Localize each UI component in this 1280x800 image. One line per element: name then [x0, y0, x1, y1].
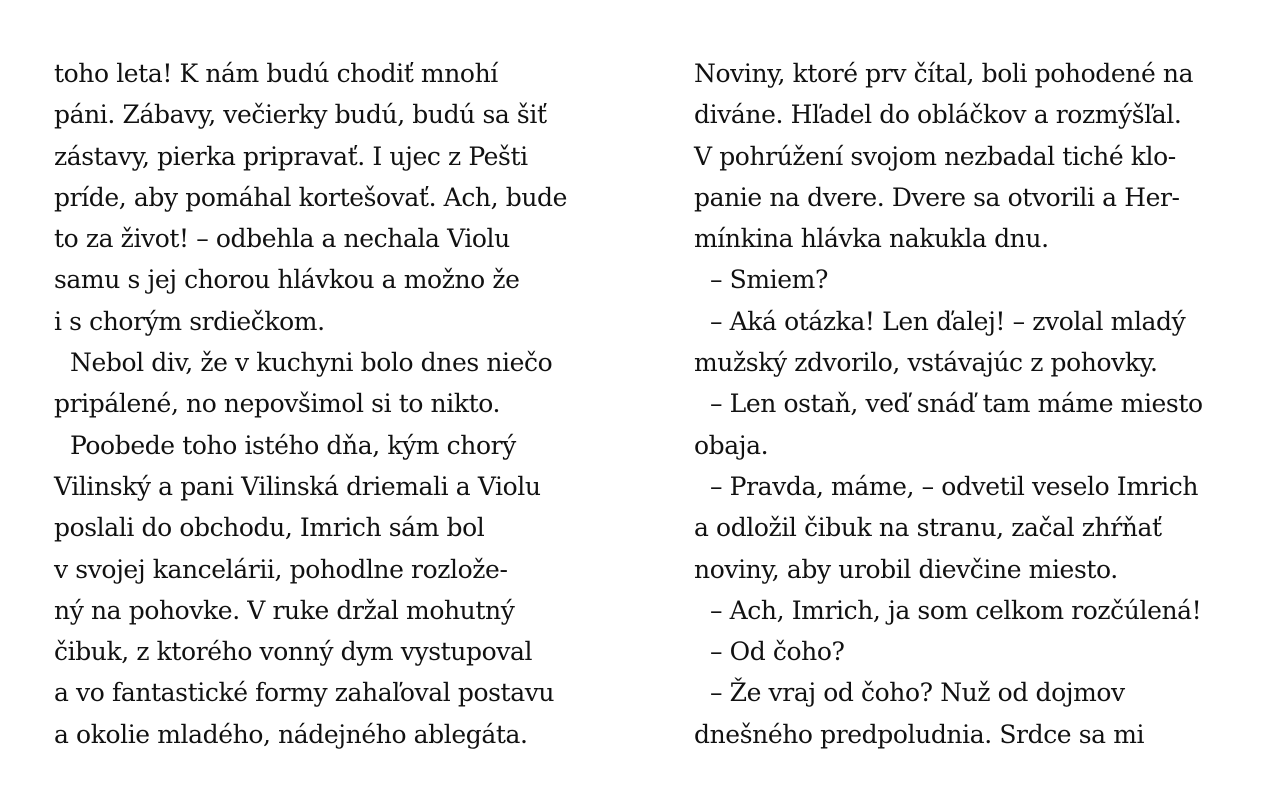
text-line: mužský zdvorilo, vstávajúc z pohovky.: [694, 348, 1158, 378]
text-line: Noviny, ktoré prv čítal, boli pohodené na: [694, 59, 1194, 88]
text-line: zástavy, pierka pripravať. I ujec z Pešti: [54, 141, 528, 171]
text-line: toho leta! K nám budú chodiť mnohí: [54, 59, 498, 88]
text-line: to za život! – odbehla a nechala Violu: [54, 224, 510, 254]
left-text-column: [54, 53, 614, 755]
text-line: Vilinský a pani Vilinská driemali a Violu: [54, 471, 541, 501]
text-line: Poobede toho istého dňa, kým chorý: [70, 430, 516, 460]
text-line: čibuk, z ktorého vonný dym vystupoval: [54, 637, 533, 667]
text-line: a odložil čibuk na stranu, začal zhŕňať: [694, 513, 1162, 543]
text-line: – Aká otázka! Len ďalej! – zvolal mladý: [710, 306, 1186, 336]
text-line: príde, aby pomáhal kortešovať. Ach, bude: [54, 182, 568, 212]
text-line: diváne. Hľadel do obláčkov a rozmýšľal.: [694, 100, 1182, 130]
text-line: – Pravda, máme, – odvetil veselo Imrich: [710, 471, 1199, 501]
text-line: V pohrúžení svojom nezbadal tiché klo-: [694, 141, 1176, 171]
text-line: páni. Zábavy, večierky budú, budú sa šiť: [54, 100, 547, 130]
text-line: poslali do obchodu, Imrich sám bol: [54, 513, 485, 543]
text-line: Nebol div, že v kuchyni bolo dnes niečo: [70, 348, 553, 378]
text-line: obaja.: [694, 430, 769, 460]
text-line: panie na dvere. Dvere sa otvorili a Her-: [694, 182, 1180, 212]
text-line: – Smiem?: [710, 265, 828, 295]
text-line: v svojej kancelárii, pohodlne rozlože-: [54, 554, 508, 584]
text-line: samu s jej chorou hlávkou a možno že: [54, 265, 520, 295]
text-line: dnešného predpoludnia. Srdce sa mi: [694, 719, 1145, 749]
text-line: noviny, aby urobil dievčine miesto.: [694, 554, 1118, 584]
text-line: ný na pohovke. V ruke držal mohutný: [54, 595, 515, 625]
text-line: mínkina hlávka nakukla dnu.: [694, 224, 1049, 254]
text-line: pripálené, no nepovšimol si to nikto.: [54, 389, 501, 419]
text-line: – Len ostaň, veď snáď tam máme miesto: [710, 389, 1203, 419]
text-line: a okolie mladého, nádejného ablegáta.: [54, 719, 528, 749]
right-text-column: [694, 53, 1254, 755]
text-line: – Že vraj od čoho? Nuž od dojmov: [710, 678, 1125, 708]
text-line: i s chorým srdiečkom.: [54, 306, 325, 336]
text-line: – Ach, Imrich, ja som celkom rozčúlená!: [710, 595, 1202, 625]
text-line: a vo fantastické formy zahaľoval postavu: [54, 678, 555, 708]
text-line: – Od čoho?: [710, 637, 845, 667]
